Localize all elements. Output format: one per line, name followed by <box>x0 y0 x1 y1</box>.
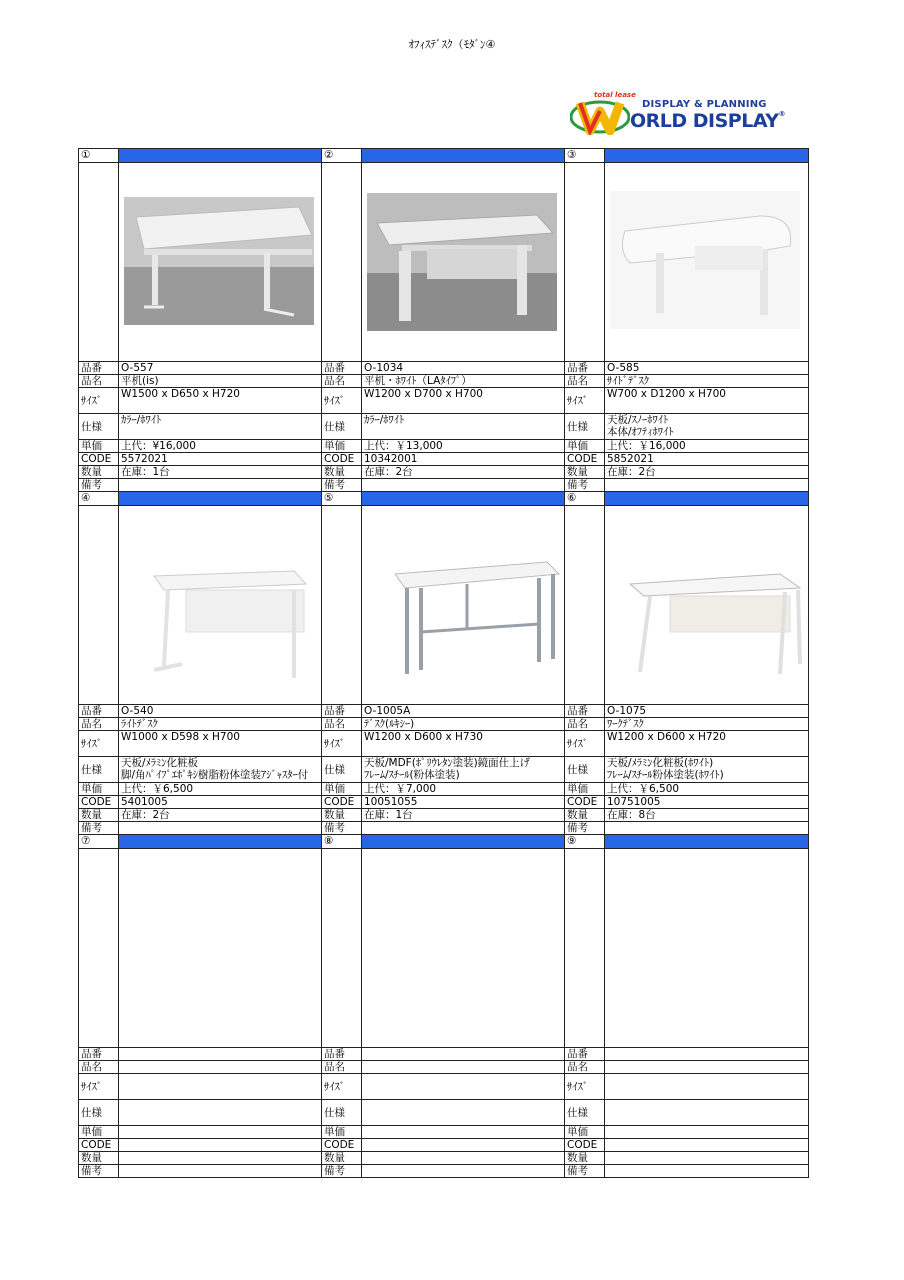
value-code: 10342001 <box>362 453 565 466</box>
value-code: 10051055 <box>362 796 565 809</box>
item-number: ⑤ <box>322 492 362 506</box>
label-suuryou: 数量 <box>322 809 362 822</box>
value-hinmei: 平机・ﾎﾜｲﾄ（LAﾀｲﾌﾟ） <box>362 375 565 388</box>
label-hinmei: 品名 <box>565 718 605 731</box>
label-code: CODE <box>565 453 605 466</box>
label-size: ｻｲｽﾞ <box>565 388 605 414</box>
spec-line-1: 天板/ﾒﾗﾐﾝ化粧板 <box>121 757 199 769</box>
item-number: ④ <box>79 492 119 506</box>
value-code: 5852021 <box>605 453 809 466</box>
label-suuryou: 数量 <box>565 466 605 479</box>
product-image-cell <box>119 506 322 705</box>
label-bikou: 備考 <box>79 479 119 492</box>
label-code: CODE <box>79 1139 119 1152</box>
value-tanka: 上代：￥16,000 <box>605 440 809 453</box>
item-header-bar <box>362 835 565 849</box>
value-tanka: 上代：￥6,500 <box>605 783 809 796</box>
label-bikou: 備考 <box>322 822 362 835</box>
value-bikou <box>362 479 565 492</box>
label-hinban: 品番 <box>565 705 605 718</box>
value-hinban: O-1005A <box>362 705 565 718</box>
label-hinban: 品番 <box>79 1048 119 1061</box>
value-hinmei: 平机(is) <box>119 375 322 388</box>
item-header-bar <box>362 149 565 163</box>
value-shiyou <box>119 757 322 783</box>
value-shiyou <box>362 414 565 440</box>
product-image-cell <box>605 849 809 1048</box>
value-suuryou <box>605 1152 809 1165</box>
label-bikou: 備考 <box>565 822 605 835</box>
spec-line-2: ﾌﾚｰﾑ/ｽﾁｰﾙ(粉体塗装) <box>364 769 460 781</box>
value-size: W1200 x D600 x H730 <box>362 731 565 757</box>
value-size <box>119 1074 322 1100</box>
value-bikou <box>119 822 322 835</box>
value-hinmei: ﾃﾞｽｸ(ﾙｷｼｰ) <box>362 718 565 731</box>
label-code: CODE <box>322 796 362 809</box>
value-tanka: 上代：￥7,000 <box>362 783 565 796</box>
value-suuryou: 在庫：2台 <box>605 466 809 479</box>
label-tanka: 単価 <box>79 783 119 796</box>
label-hinban: 品番 <box>322 1048 362 1061</box>
desk-photo <box>367 193 557 331</box>
value-bikou <box>362 822 565 835</box>
value-hinban: O-557 <box>119 362 322 375</box>
value-suuryou: 在庫：2台 <box>119 809 322 822</box>
label-hinmei: 品名 <box>565 375 605 388</box>
label-hinmei: 品名 <box>322 375 362 388</box>
value-shiyou <box>362 757 565 783</box>
value-code: 5572021 <box>119 453 322 466</box>
label-hinban: 品番 <box>322 705 362 718</box>
image-label-cell <box>79 506 119 705</box>
spec-line-1: 天板/ﾒﾗﾐﾝ化粧板(ﾎﾜｲﾄ) <box>607 757 714 769</box>
image-label-cell <box>565 849 605 1048</box>
value-code <box>362 1139 565 1152</box>
product-image-cell <box>119 163 322 362</box>
product-image-cell <box>605 163 809 362</box>
value-hinban: O-540 <box>119 705 322 718</box>
label-hinban: 品番 <box>565 1048 605 1061</box>
label-bikou: 備考 <box>322 1165 362 1178</box>
item-number: ① <box>79 149 119 163</box>
label-code: CODE <box>565 796 605 809</box>
value-code: 5401005 <box>119 796 322 809</box>
label-size: ｻｲｽﾞ <box>322 1074 362 1100</box>
value-size <box>605 1074 809 1100</box>
label-hinmei: 品名 <box>79 375 119 388</box>
label-shiyou: 仕様 <box>322 1100 362 1126</box>
item-header-bar <box>119 492 322 506</box>
spec-line-1: 天板/ｽﾉｰﾎﾜｲﾄ <box>607 414 669 426</box>
label-bikou: 備考 <box>565 1165 605 1178</box>
value-size: W1000 x D598 x H700 <box>119 731 322 757</box>
item-number: ③ <box>565 149 605 163</box>
label-suuryou: 数量 <box>565 1152 605 1165</box>
image-label-cell <box>322 506 362 705</box>
logo-wordmark: ORLD DISPLAY® <box>630 110 785 132</box>
value-bikou <box>605 1165 809 1178</box>
label-hinmei: 品名 <box>79 1061 119 1074</box>
label-code: CODE <box>565 1139 605 1152</box>
label-suuryou: 数量 <box>79 466 119 479</box>
value-tanka <box>605 1126 809 1139</box>
value-bikou <box>605 822 809 835</box>
label-hinmei: 品名 <box>322 1061 362 1074</box>
value-shiyou <box>119 414 322 440</box>
value-shiyou <box>362 1100 565 1126</box>
value-hinmei: ﾜｰｸﾃﾞｽｸ <box>605 718 809 731</box>
label-shiyou: 仕様 <box>79 1100 119 1126</box>
value-suuryou <box>362 1152 565 1165</box>
desk-photo <box>134 546 322 686</box>
label-bikou: 備考 <box>322 479 362 492</box>
value-suuryou: 在庫：1台 <box>119 466 322 479</box>
label-suuryou: 数量 <box>79 809 119 822</box>
label-shiyou: 仕様 <box>565 414 605 440</box>
value-bikou <box>119 479 322 492</box>
label-hinmei: 品名 <box>322 718 362 731</box>
value-hinban <box>605 1048 809 1061</box>
spec-line-1: 天板/MDF(ﾎﾟﾘｳﾚﾀﾝ塗装)鏡面仕上げ <box>364 757 531 769</box>
value-tanka <box>119 1126 322 1139</box>
value-bikou <box>362 1165 565 1178</box>
label-size: ｻｲｽﾞ <box>322 731 362 757</box>
spec-line-2: 本体/ｵﾌﾃｨﾎﾜｲﾄ <box>607 426 674 438</box>
label-tanka: 単価 <box>322 440 362 453</box>
value-hinban <box>362 1048 565 1061</box>
label-size: ｻｲｽﾞ <box>322 388 362 414</box>
spec-line-2: 脚/角ﾊﾟｲﾌﾟｴﾎﾟｷｼ樹脂粉体塗装ｱｼﾞｬｽﾀｰ付 <box>121 769 309 781</box>
product-image-cell <box>362 506 565 705</box>
product-table <box>78 148 809 1178</box>
value-hinban: O-1034 <box>362 362 565 375</box>
spec-line-1: ｶﾗｰ/ﾎﾜｲﾄ <box>121 414 162 426</box>
image-label-cell <box>565 163 605 362</box>
value-tanka <box>362 1126 565 1139</box>
label-code: CODE <box>79 796 119 809</box>
item-header-bar <box>119 835 322 849</box>
label-bikou: 備考 <box>565 479 605 492</box>
item-number: ⑧ <box>322 835 362 849</box>
value-hinmei <box>605 1061 809 1074</box>
desk-photo <box>124 197 314 325</box>
desk-photo <box>620 544 809 684</box>
label-hinban: 品番 <box>322 362 362 375</box>
value-suuryou: 在庫：8台 <box>605 809 809 822</box>
value-bikou <box>119 1165 322 1178</box>
value-shiyou <box>605 414 809 440</box>
logo-subtitle: DISPLAY & PLANNING <box>642 99 767 110</box>
value-hinmei: ｻｲﾄﾞﾃﾞｽｸ <box>605 375 809 388</box>
label-code: CODE <box>79 453 119 466</box>
value-code <box>605 1139 809 1152</box>
label-size: ｻｲｽﾞ <box>79 388 119 414</box>
label-hinban: 品番 <box>79 705 119 718</box>
value-suuryou: 在庫：1台 <box>362 809 565 822</box>
value-hinmei <box>119 1061 322 1074</box>
value-hinmei <box>362 1061 565 1074</box>
label-shiyou: 仕様 <box>79 414 119 440</box>
label-hinmei: 品名 <box>565 1061 605 1074</box>
value-size <box>362 1074 565 1100</box>
label-hinban: 品番 <box>565 362 605 375</box>
item-number: ⑨ <box>565 835 605 849</box>
value-suuryou <box>119 1152 322 1165</box>
image-label-cell <box>322 163 362 362</box>
image-label-cell <box>79 163 119 362</box>
value-shiyou <box>605 1100 809 1126</box>
logo-w-mark-icon <box>570 95 630 135</box>
label-bikou: 備考 <box>79 822 119 835</box>
desk-photo <box>377 544 565 684</box>
label-shiyou: 仕様 <box>322 757 362 783</box>
label-suuryou: 数量 <box>79 1152 119 1165</box>
image-label-cell <box>79 849 119 1048</box>
label-shiyou: 仕様 <box>565 757 605 783</box>
label-tanka: 単価 <box>79 440 119 453</box>
value-code: 10751005 <box>605 796 809 809</box>
value-tanka: 上代：¥16,000 <box>119 440 322 453</box>
label-tanka: 単価 <box>322 783 362 796</box>
value-code <box>119 1139 322 1152</box>
world-display-logo <box>570 93 810 135</box>
label-size: ｻｲｽﾞ <box>565 1074 605 1100</box>
value-tanka: 上代：￥6,500 <box>119 783 322 796</box>
image-label-cell <box>322 849 362 1048</box>
item-number: ⑥ <box>565 492 605 506</box>
label-tanka: 単価 <box>322 1126 362 1139</box>
item-header-bar <box>605 149 809 163</box>
item-header-bar <box>605 835 809 849</box>
item-header-bar <box>362 492 565 506</box>
value-size: W1200 x D700 x H700 <box>362 388 565 414</box>
item-header-bar <box>119 149 322 163</box>
image-label-cell <box>565 506 605 705</box>
value-size: W700 x D1200 x H700 <box>605 388 809 414</box>
label-hinmei: 品名 <box>79 718 119 731</box>
label-suuryou: 数量 <box>322 1152 362 1165</box>
value-hinban: O-585 <box>605 362 809 375</box>
label-shiyou: 仕様 <box>565 1100 605 1126</box>
label-tanka: 単価 <box>565 1126 605 1139</box>
desk-photo <box>610 191 800 329</box>
label-code: CODE <box>322 453 362 466</box>
label-shiyou: 仕様 <box>322 414 362 440</box>
product-image-cell <box>119 849 322 1048</box>
value-tanka: 上代：￥13,000 <box>362 440 565 453</box>
value-hinmei: ﾗｲﾄﾃﾞｽｸ <box>119 718 322 731</box>
value-size: W1200 x D600 x H720 <box>605 731 809 757</box>
label-shiyou: 仕様 <box>79 757 119 783</box>
value-hinban <box>119 1048 322 1061</box>
label-size: ｻｲｽﾞ <box>565 731 605 757</box>
label-size: ｻｲｽﾞ <box>79 731 119 757</box>
label-suuryou: 数量 <box>322 466 362 479</box>
label-size: ｻｲｽﾞ <box>79 1074 119 1100</box>
label-bikou: 備考 <box>79 1165 119 1178</box>
label-code: CODE <box>322 1139 362 1152</box>
value-size: W1500 x D650 x H720 <box>119 388 322 414</box>
spec-line-1: ｶﾗｰ/ﾎﾜｲﾄ <box>364 414 405 426</box>
product-image-cell <box>362 849 565 1048</box>
logo-tagline: total lease <box>594 91 636 99</box>
value-shiyou <box>119 1100 322 1126</box>
value-suuryou: 在庫：2台 <box>362 466 565 479</box>
value-bikou <box>605 479 809 492</box>
value-hinban: O-1075 <box>605 705 809 718</box>
document-title: ｵﾌｨｽﾃﾞｽｸ（ﾓﾀﾞﾝ④ <box>408 38 496 51</box>
product-image-cell <box>362 163 565 362</box>
label-tanka: 単価 <box>565 440 605 453</box>
value-shiyou <box>605 757 809 783</box>
label-tanka: 単価 <box>79 1126 119 1139</box>
item-number: ⑦ <box>79 835 119 849</box>
spec-line-2: ﾌﾚｰﾑ/ｽﾁｰﾙ粉体塗装(ﾎﾜｲﾄ) <box>607 769 724 781</box>
label-tanka: 単価 <box>565 783 605 796</box>
item-number: ② <box>322 149 362 163</box>
label-suuryou: 数量 <box>565 809 605 822</box>
label-hinban: 品番 <box>79 362 119 375</box>
item-header-bar <box>605 492 809 506</box>
product-image-cell <box>605 506 809 705</box>
